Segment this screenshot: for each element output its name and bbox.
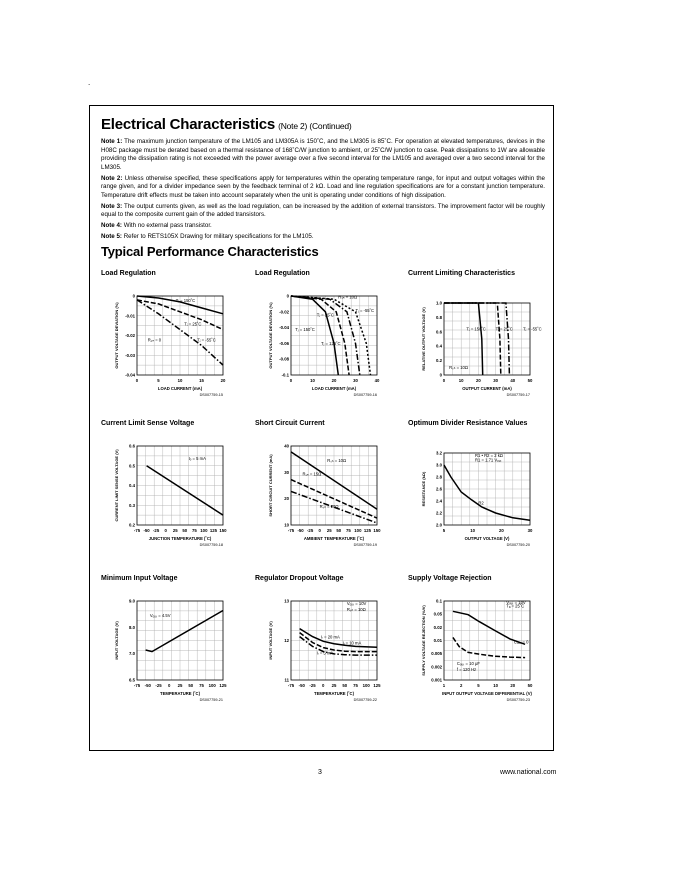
chart-annotation: Rₛₕ = 10Ω (449, 365, 469, 371)
x-tick-label: 75 (191, 528, 197, 533)
chart-annotation: Tⱼ = -55˚C (197, 337, 216, 343)
chart-annotation: Tⱼ = 25˚C (495, 326, 513, 332)
x-tick-label: 50 (527, 378, 533, 383)
x-tick-label: 50 (527, 683, 533, 688)
x-tick-label: 75 (353, 683, 358, 688)
x-tick-label: 25 (331, 683, 337, 688)
x-tick-label: -50 (298, 683, 305, 688)
x-tick-label: 100 (200, 528, 208, 533)
figure-code: DS007759-18 (199, 543, 223, 547)
note-text: The output currents given, as well as the load regulation, can be increased by the addition of external transistors. The improvement factor will be roughly equal to the composite current gain of the added transistors. (101, 202, 545, 219)
x-tick-label: 125 (209, 528, 218, 533)
x-tick-label: -75 (133, 528, 141, 533)
chart-annotation: Iₒ = 5 mA (188, 455, 206, 461)
chart-minimum-input-voltage (101, 575, 241, 730)
y-tick-label: 2.4 (436, 498, 442, 504)
x-tick-label: 0 (318, 528, 321, 533)
footer-url: www.national.com (500, 769, 557, 776)
y-axis-label: RESISTANCE (kΩ) (421, 471, 426, 507)
chart-annotation: Cₒᵤₜ = 10 μF (456, 660, 480, 666)
note-text: Unless otherwise specified, these specifications apply for temperatures within the operating temperature range, for input and output voltages within the range given, and for a divider impedance seen by the feedback terminal of 2 kΩ. Load and line regulation specifications are for a constant junction temperature. Temperature drift effects must be taken into account separately when the unit is operating under conditions of high dissipation. (101, 174, 545, 199)
chart-annotation: Iₗ = 5 mA (316, 650, 334, 656)
chart-annotation: Iₗ = 20 mA (321, 634, 340, 640)
typical-performance-title: Typical Performance Characteristics (101, 244, 319, 259)
x-tick-label: 50 (188, 683, 194, 688)
chart-plot (408, 575, 548, 730)
page-number: 3 (318, 769, 322, 776)
x-tick-label: 40 (374, 378, 380, 383)
y-tick-label: 0.3 (129, 502, 135, 508)
chart-title: Supply Voltage Rejection (408, 575, 492, 582)
x-tick-label: 5 (442, 528, 446, 533)
x-tick-label: 25 (177, 683, 183, 688)
y-tick-label: 0.2 (436, 358, 442, 364)
x-axis-label: INPUT OUTPUT VOLTAGE DIFFERENTIAL (V) (442, 691, 532, 696)
chart-annotation: f = 120 Hz (456, 666, 477, 672)
x-tick-label: 10 (177, 378, 183, 383)
y-tick-label: 0.4 (436, 343, 442, 349)
y-axis-label: OUTPUT VOLTAGE DEVIATION (%) (268, 302, 273, 369)
page-mark: . (88, 78, 91, 87)
y-tick-label: 7.0 (129, 651, 135, 657)
y-tick-label: 2.0 (436, 522, 442, 528)
chart-annotation: Rₛₕ = 20Ω (319, 504, 339, 510)
y-tick-label: 0.6 (129, 443, 135, 449)
chart-annotation: Tⱼ = 25˚C (184, 321, 202, 327)
x-tick-label: 125 (219, 683, 227, 688)
x-tick-label: 10 (470, 528, 476, 533)
x-tick-label: -25 (155, 683, 162, 688)
figure-code: DS007759-23 (506, 698, 530, 702)
chart-title: Load Regulation (255, 270, 310, 277)
x-tick-label: 0 (168, 683, 171, 688)
x-tick-label: 50 (336, 528, 342, 533)
figure-code: DS007759-21 (199, 698, 223, 702)
y-tick-label: -0.1 (281, 372, 289, 378)
x-tick-label: 100 (354, 528, 362, 533)
x-tick-label: 10 (493, 683, 498, 688)
x-tick-label: 40 (510, 378, 516, 383)
y-tick-label: 6.5 (129, 677, 135, 683)
figure-code: DS007759-19 (353, 543, 377, 547)
y-tick-label: 40 (284, 443, 289, 449)
x-tick-label: 25 (172, 528, 178, 533)
chart-annotation: R1 • R2 = 2 kΩ (474, 453, 503, 459)
y-tick-label: 0.8 (436, 314, 442, 320)
chart-current-limiting (408, 270, 548, 425)
x-axis-label: LOAD CURRENT (mA) (311, 386, 357, 391)
chart-plot (255, 575, 395, 730)
x-tick-label: 150 (219, 528, 227, 533)
x-tick-label: 125 (363, 528, 372, 533)
chart-title: Regulator Dropout Voltage (255, 575, 344, 582)
x-tick-label: 20 (220, 378, 226, 383)
x-tick-label: 75 (345, 528, 351, 533)
y-tick-label: 0.4 (129, 483, 135, 488)
y-axis-label: SHORT CIRCUIT CURRENT (mA) (268, 454, 273, 517)
x-tick-label: 20 (498, 528, 504, 533)
x-tick-label: 5 (157, 378, 160, 383)
x-tick-label: 0 (322, 683, 325, 688)
chart-annotation: Rₛₕ = 10Ω (338, 294, 358, 300)
x-tick-label: -25 (307, 528, 314, 533)
chart-plot (101, 420, 241, 575)
series-line (147, 466, 223, 515)
chart-title: Short Circuit Current (255, 420, 325, 427)
chart-annotation: Tⱼ = 150˚C (175, 297, 196, 303)
figure-code: DS007759-17 (506, 393, 530, 397)
chart-title: Load Regulation (101, 270, 156, 277)
x-tick-label: 30 (353, 378, 358, 383)
y-tick-label: 20 (284, 496, 289, 502)
chart-annotation: Tⱼ = 25˚C (316, 312, 334, 318)
y-tick-label: -0.02 (279, 309, 289, 315)
y-axis-label: INPUT VOLTAGE (V) (268, 621, 273, 660)
y-axis-label: INPUT VOLTAGE (V) (114, 621, 119, 660)
note-3 (101, 203, 545, 220)
y-axis-label: OUTPUT VOLTAGE DEVIATION (%) (114, 302, 119, 369)
chart-plot (408, 420, 548, 575)
x-tick-label: -50 (144, 683, 151, 688)
y-axis-label: CURRENT LIMIT SENSE VOLTAGE (V) (114, 449, 119, 522)
x-tick-label: -75 (133, 683, 141, 688)
y-tick-label: 3.0 (436, 462, 442, 468)
y-tick-label: 0.005 (431, 651, 442, 657)
x-tick-label: -25 (153, 528, 160, 533)
x-tick-label: 15 (199, 378, 204, 383)
chart-optimum-divider (408, 420, 548, 575)
figure-code: DS007759-20 (506, 543, 530, 547)
chart-annotation: Rₛₕ = 10Ω (346, 606, 366, 612)
y-tick-label: -0.04 (279, 325, 289, 331)
chart-annotation: Tⱼ = 150˚C (295, 326, 315, 332)
y-tick-label: 8.0 (129, 624, 135, 630)
y-axis-label: SUPPLY VOLTAGE REJECTION (%/V) (421, 605, 426, 676)
x-tick-label: 75 (199, 683, 204, 688)
x-tick-label: 25 (326, 528, 332, 533)
x-tick-label: -50 (143, 528, 150, 533)
y-tick-label: 0.1 (436, 598, 442, 604)
x-tick-label: 0 (289, 378, 293, 383)
note-label: Note 2: (101, 174, 123, 182)
note-text: The maximum junction temperature of the LM105 and LM305A is 150˚C, and the LM305 is 85˚C. For operation at elevated temperatures, devices in the H08C package must be derated based on a thermal resistance of 168˚C/W junction to ambient, or 25˚C/W junction to case. Peak dissipations to 1W are allowable providing the dissipation rating is not exceeded with the power average over a five second interval for the LM105 and averaged over a two second interval for the LM305. (101, 138, 545, 171)
x-axis-label: OUTPUT CURRENT (mA) (462, 386, 512, 391)
figure-code: DS007759-22 (353, 698, 377, 702)
y-tick-label: 11 (284, 677, 289, 683)
x-tick-label: 1 (442, 683, 446, 688)
y-tick-label: 3.2 (436, 450, 442, 456)
note-5 (101, 233, 545, 242)
x-tick-label: 30 (493, 378, 498, 383)
x-tick-label: 20 (476, 378, 481, 383)
y-tick-label: 2.2 (436, 510, 442, 516)
note-2 (101, 175, 545, 201)
y-tick-label: 1.0 (436, 300, 442, 306)
figure-code: DS007759-15 (199, 393, 223, 397)
y-tick-label: -0.06 (279, 340, 289, 346)
x-tick-label: 150 (373, 528, 381, 533)
y-tick-label: -0.01 (125, 313, 135, 319)
x-tick-label: 0 (135, 378, 139, 383)
y-tick-label: -0.08 (279, 356, 289, 362)
x-tick-label: 20 (331, 378, 337, 383)
y-tick-label: 0 (439, 372, 442, 378)
chart-annotation: Rₛₕ = 0 (147, 337, 162, 343)
x-tick-label: 0 (442, 378, 446, 383)
chart-annotation: R2 (478, 500, 484, 506)
y-tick-label: 0.001 (431, 677, 442, 683)
x-tick-label: -75 (287, 528, 295, 533)
y-tick-label: 0.002 (431, 664, 442, 670)
x-tick-label: 100 (362, 683, 370, 688)
electrical-subtitle: (Note 2) (Continued) (278, 121, 352, 131)
x-tick-label: 10 (310, 378, 315, 383)
y-tick-label: 0.6 (436, 329, 442, 335)
x-tick-label: 20 (510, 683, 516, 688)
chart-plot (255, 270, 395, 425)
y-tick-label: -0.03 (125, 352, 135, 358)
y-tick-label: 0.01 (433, 638, 442, 643)
x-tick-label: 2 (460, 683, 463, 688)
note-label: Note 3: (101, 202, 123, 210)
chart-current-limit-sense (101, 420, 241, 575)
chart-load-regulation-1 (101, 270, 241, 425)
y-tick-label: -0.04 (125, 372, 135, 378)
y-tick-label: 0.5 (129, 463, 135, 469)
x-axis-label: OUTPUT VOLTAGE (V) (464, 536, 510, 541)
note-text: Refer to RETS105X Drawing for military specifications for the LM105. (123, 232, 314, 240)
x-axis-label: AMBIENT TEMPERATURE (˚C) (303, 536, 365, 541)
note-text: With no external pass transistor. (123, 221, 212, 229)
x-tick-label: 10 (458, 378, 464, 383)
note-label: Note 4: (101, 221, 122, 229)
chart-annotation: Rₛₕ = 10Ω (327, 457, 347, 463)
chart-plot (255, 420, 395, 575)
x-tick-label: 0 (164, 528, 167, 533)
chart-short-circuit-current (255, 420, 395, 575)
x-tick-label: -75 (287, 683, 295, 688)
x-tick-label: -25 (309, 683, 316, 688)
chart-annotation: Vₒᵤₜ = 10V (346, 600, 367, 606)
x-tick-label: 100 (208, 683, 216, 688)
y-tick-label: 0.02 (433, 624, 442, 630)
x-tick-label: 125 (373, 683, 381, 688)
y-axis-label: RELATIVE OUTPUT VOLTAGE (V) (421, 307, 426, 371)
x-axis-label: TEMPERATURE (˚C) (160, 691, 200, 696)
chart-annotation: R1 = 1.71 Vₒᵤₜ (474, 457, 502, 463)
note-label: Note 5: (101, 232, 122, 240)
figure-code: DS007759-16 (353, 393, 377, 397)
note-label: Note 1: (101, 138, 123, 145)
electrical-title-text: Electrical Characteristics (101, 116, 276, 133)
chart-title: Current Limit Sense Voltage (101, 420, 195, 427)
y-tick-label: 13 (284, 598, 289, 604)
chart-title: Optimum Divider Resistance Values (408, 420, 528, 427)
y-tick-label: 0 (132, 293, 135, 299)
notes-section (101, 138, 545, 243)
chart-annotation: Vₒᵤₜ = 4.5V (149, 612, 171, 618)
y-tick-label: 12 (284, 638, 289, 643)
note-4 (101, 222, 545, 231)
chart-annotation: Tⱼ = 150˚C (466, 326, 486, 332)
x-tick-label: 30 (527, 528, 533, 533)
y-tick-label: 30 (284, 469, 289, 475)
chart-annotation: Cₒᵤₜ = 0 (513, 639, 529, 645)
x-axis-label: JUNCTION TEMPERATURE (˚C) (148, 536, 212, 541)
y-tick-label: 0.2 (129, 522, 135, 528)
y-tick-label: 9.0 (129, 598, 135, 604)
chart-annotation: Rₛₕ = 15Ω (302, 471, 322, 477)
chart-title: Minimum Input Voltage (101, 575, 178, 582)
y-tick-label: 0 (286, 293, 289, 299)
electrical-characteristics-title (101, 116, 352, 133)
chart-supply-voltage-rejection (408, 575, 548, 730)
chart-annotation: Vₒᵤₜ = 10V (506, 599, 526, 605)
chart-plot (408, 270, 548, 425)
x-axis-label: LOAD CURRENT (mA) (157, 386, 203, 391)
x-axis-label: TEMPERATURE (˚C) (314, 691, 354, 696)
x-tick-label: -50 (297, 528, 304, 533)
chart-regulator-dropout (255, 575, 395, 730)
y-tick-label: 10 (284, 522, 289, 528)
y-tick-label: -0.02 (125, 333, 135, 338)
chart-annotation: Tⱼ = -55˚C (523, 326, 542, 332)
note-1 (101, 138, 545, 172)
chart-load-regulation-2 (255, 270, 395, 425)
chart-annotation: Tₐ = 25˚C (506, 603, 525, 609)
y-tick-label: 2.6 (436, 486, 442, 492)
chart-plot (101, 575, 241, 730)
chart-title: Current Limiting Characteristics (408, 270, 515, 277)
chart-annotation: Tⱼ = 125˚C (321, 340, 341, 346)
y-tick-label: 0.05 (433, 611, 442, 617)
x-tick-label: 5 (477, 683, 480, 688)
x-tick-label: 50 (342, 683, 348, 688)
chart-plot (101, 270, 241, 425)
x-tick-label: 50 (182, 528, 188, 533)
chart-annotation: Iₗ = 10 mA (342, 640, 362, 646)
y-tick-label: 2.8 (436, 474, 442, 480)
chart-annotation: Tⱼ = -55˚C (355, 307, 375, 313)
